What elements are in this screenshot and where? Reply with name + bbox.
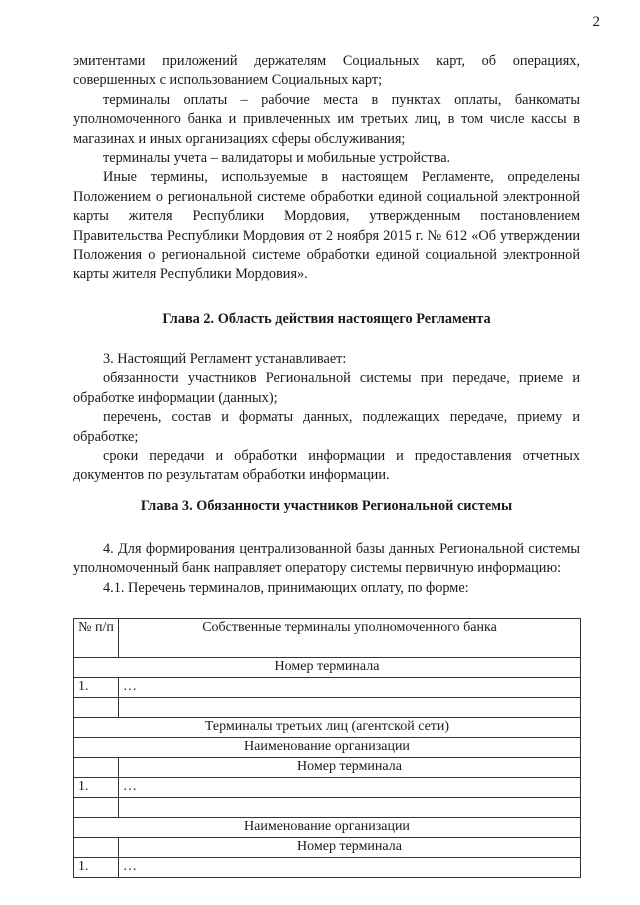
paragraph: Иные термины, используемые в настоящем Регламенте, определены Положением о региональной системе обработки единой социальной электронной карты жителя Республики Мордовия, утвержденным постановлением Правительства Республики Мордовия от 2 ноября 2015 г. № 612 «Об утверждении Положения о региональной системе обработки единой социальной электронной карты жителя Республики Мордовия».	[73, 169, 580, 283]
definitions-block	[73, 52, 580, 285]
table-row	[74, 838, 581, 858]
table-row	[74, 738, 581, 758]
paragraph: терминалы учета – валидаторы и мобильные устройства.	[103, 150, 451, 167]
paragraph: эмитентами приложений держателям Социальных карт, об операциях, совершенных с использованием Социальных карт;	[73, 53, 580, 89]
terminals-table	[73, 618, 581, 878]
table-cell: …	[119, 678, 581, 698]
table-row	[74, 718, 581, 738]
paragraph: 3. Настоящий Регламент устанавливает:	[103, 351, 347, 367]
table-cell	[74, 698, 119, 718]
table-cell: Номер терминала	[119, 838, 581, 858]
table-cell: 1.	[74, 778, 119, 798]
clause-3-block	[73, 350, 580, 486]
table-row	[74, 798, 581, 818]
table-cell: Номер терминала	[74, 658, 581, 678]
table-row	[74, 778, 581, 798]
table-row	[74, 818, 581, 838]
page-number: 2	[592, 14, 600, 30]
table-cell: Терминалы третьих лиц (агентской сети)	[74, 718, 581, 738]
paragraph: 4.1. Перечень терминалов, принимающих оплату, по форме:	[103, 579, 469, 596]
table-row	[74, 758, 581, 778]
table-row	[74, 698, 581, 718]
paragraph: обязанности участников Региональной системы при передаче, приеме и обработке информации (данных);	[73, 370, 580, 406]
table-cell: Наименование организации	[74, 738, 581, 758]
table-row	[74, 678, 581, 698]
table-cell	[74, 798, 119, 818]
table-cell	[119, 698, 581, 718]
table-cell: Собственные терминалы уполномоченного банка	[119, 619, 581, 658]
paragraph: терминалы оплаты – рабочие места в пунктах оплаты, банкоматы уполномоченного банка и привлеченных им третьих лиц, в том числе кассы в магазинах и иных организациях сферы обслуживания;	[73, 91, 580, 147]
table-cell: 1.	[74, 678, 119, 698]
clause-4-block	[73, 540, 580, 598]
table-row	[74, 619, 581, 658]
table-cell: 1.	[74, 858, 119, 878]
table-cell: Номер терминала	[119, 758, 581, 778]
chapter-heading: Глава 2. Область действия настоящего Регламента	[162, 311, 491, 327]
table-cell: № п/п	[74, 619, 119, 658]
paragraph: сроки передачи и обработки информации и предоставления отчетных документов по результатам обработки информации.	[73, 448, 580, 484]
table-cell	[74, 838, 119, 858]
table-row	[74, 858, 581, 878]
table-row	[74, 658, 581, 678]
paragraph: 4. Для формирования централизованной базы данных Региональной системы уполномоченный банк направляет оператору системы первичную информацию:	[73, 541, 580, 577]
table-cell: …	[119, 858, 581, 878]
chapter-heading: Глава 3. Обязанности участников Региональной системы	[140, 498, 513, 514]
table-cell: …	[119, 778, 581, 798]
table-cell: Наименование организации	[74, 818, 581, 838]
table-cell	[119, 798, 581, 818]
paragraph: перечень, состав и форматы данных, подлежащих передаче, приему и обработке;	[73, 409, 580, 445]
table-cell	[74, 758, 119, 778]
